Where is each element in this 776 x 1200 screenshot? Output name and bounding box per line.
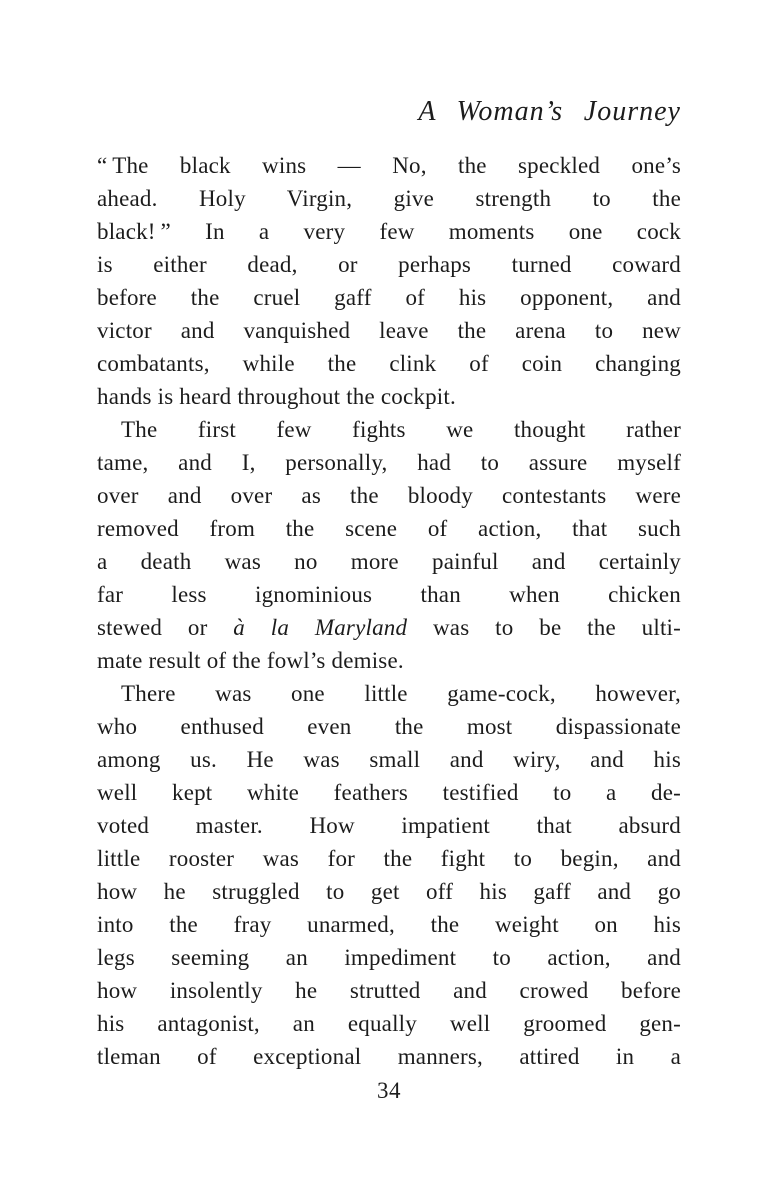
body-line: little rooster was for the fight to begin, and: [97, 846, 681, 871]
text-block: [97, 149, 681, 1073]
paragraph-2: [97, 413, 681, 677]
body-line: [97, 611, 681, 644]
body-line: over and over as the bloody contestants were: [97, 483, 681, 508]
body-line: far less ignominious than when chicken: [97, 582, 681, 607]
body-line: legs seeming an impediment to action, and: [97, 945, 681, 970]
line-segment: was to be the ulti-: [407, 615, 682, 640]
body-line: tleman of exceptional manners, attired in a: [97, 1044, 681, 1069]
line-segment-italic: à la Maryland: [233, 615, 408, 640]
body-line: The first few fights we thought rather: [121, 417, 681, 442]
body-line: hands is heard throughout the cockpit.: [97, 384, 456, 409]
body-line: how insolently he strutted and crowed before: [97, 978, 681, 1003]
body-line: combatants, while the clink of coin changing: [97, 351, 681, 376]
paragraph-1: [97, 149, 681, 413]
body-line: how he struggled to get off his gaff and go: [97, 879, 681, 904]
body-line: into the fray unarmed, the weight on his: [97, 912, 681, 937]
body-line: There was one little game-cock, however,: [121, 681, 681, 706]
body-line: his antagonist, an equally well groomed gen-: [97, 1011, 681, 1036]
running-header: A Woman’s Journey: [418, 96, 681, 127]
body-line: ahead. Holy Virgin, give strength to the: [97, 186, 681, 211]
line-segment: stewed or: [97, 615, 234, 640]
body-line: who enthused even the most dispassionate: [97, 714, 681, 739]
page-number: 34: [377, 1078, 401, 1103]
body-line: among us. He was small and wiry, and his: [97, 747, 681, 772]
body-line: “ The black wins — No, the speckled one’s: [97, 153, 681, 178]
body-line: black! ” In a very few moments one cock: [97, 219, 681, 244]
body-line: voted master. How impatient that absurd: [97, 813, 681, 838]
body-line: victor and vanquished leave the arena to new: [97, 318, 681, 343]
body-line: removed from the scene of action, that such: [97, 516, 681, 541]
body-line: a death was no more painful and certainly: [97, 549, 681, 574]
body-line: mate result of the fowl’s demise.: [97, 648, 404, 673]
body-line: is either dead, or perhaps turned coward: [97, 252, 681, 277]
body-line: well kept white feathers testified to a de-: [97, 780, 681, 805]
body-line: tame, and I, personally, had to assure myself: [97, 450, 681, 475]
paragraph-3: [97, 677, 681, 1073]
body-line: before the cruel gaff of his opponent, and: [97, 285, 681, 310]
